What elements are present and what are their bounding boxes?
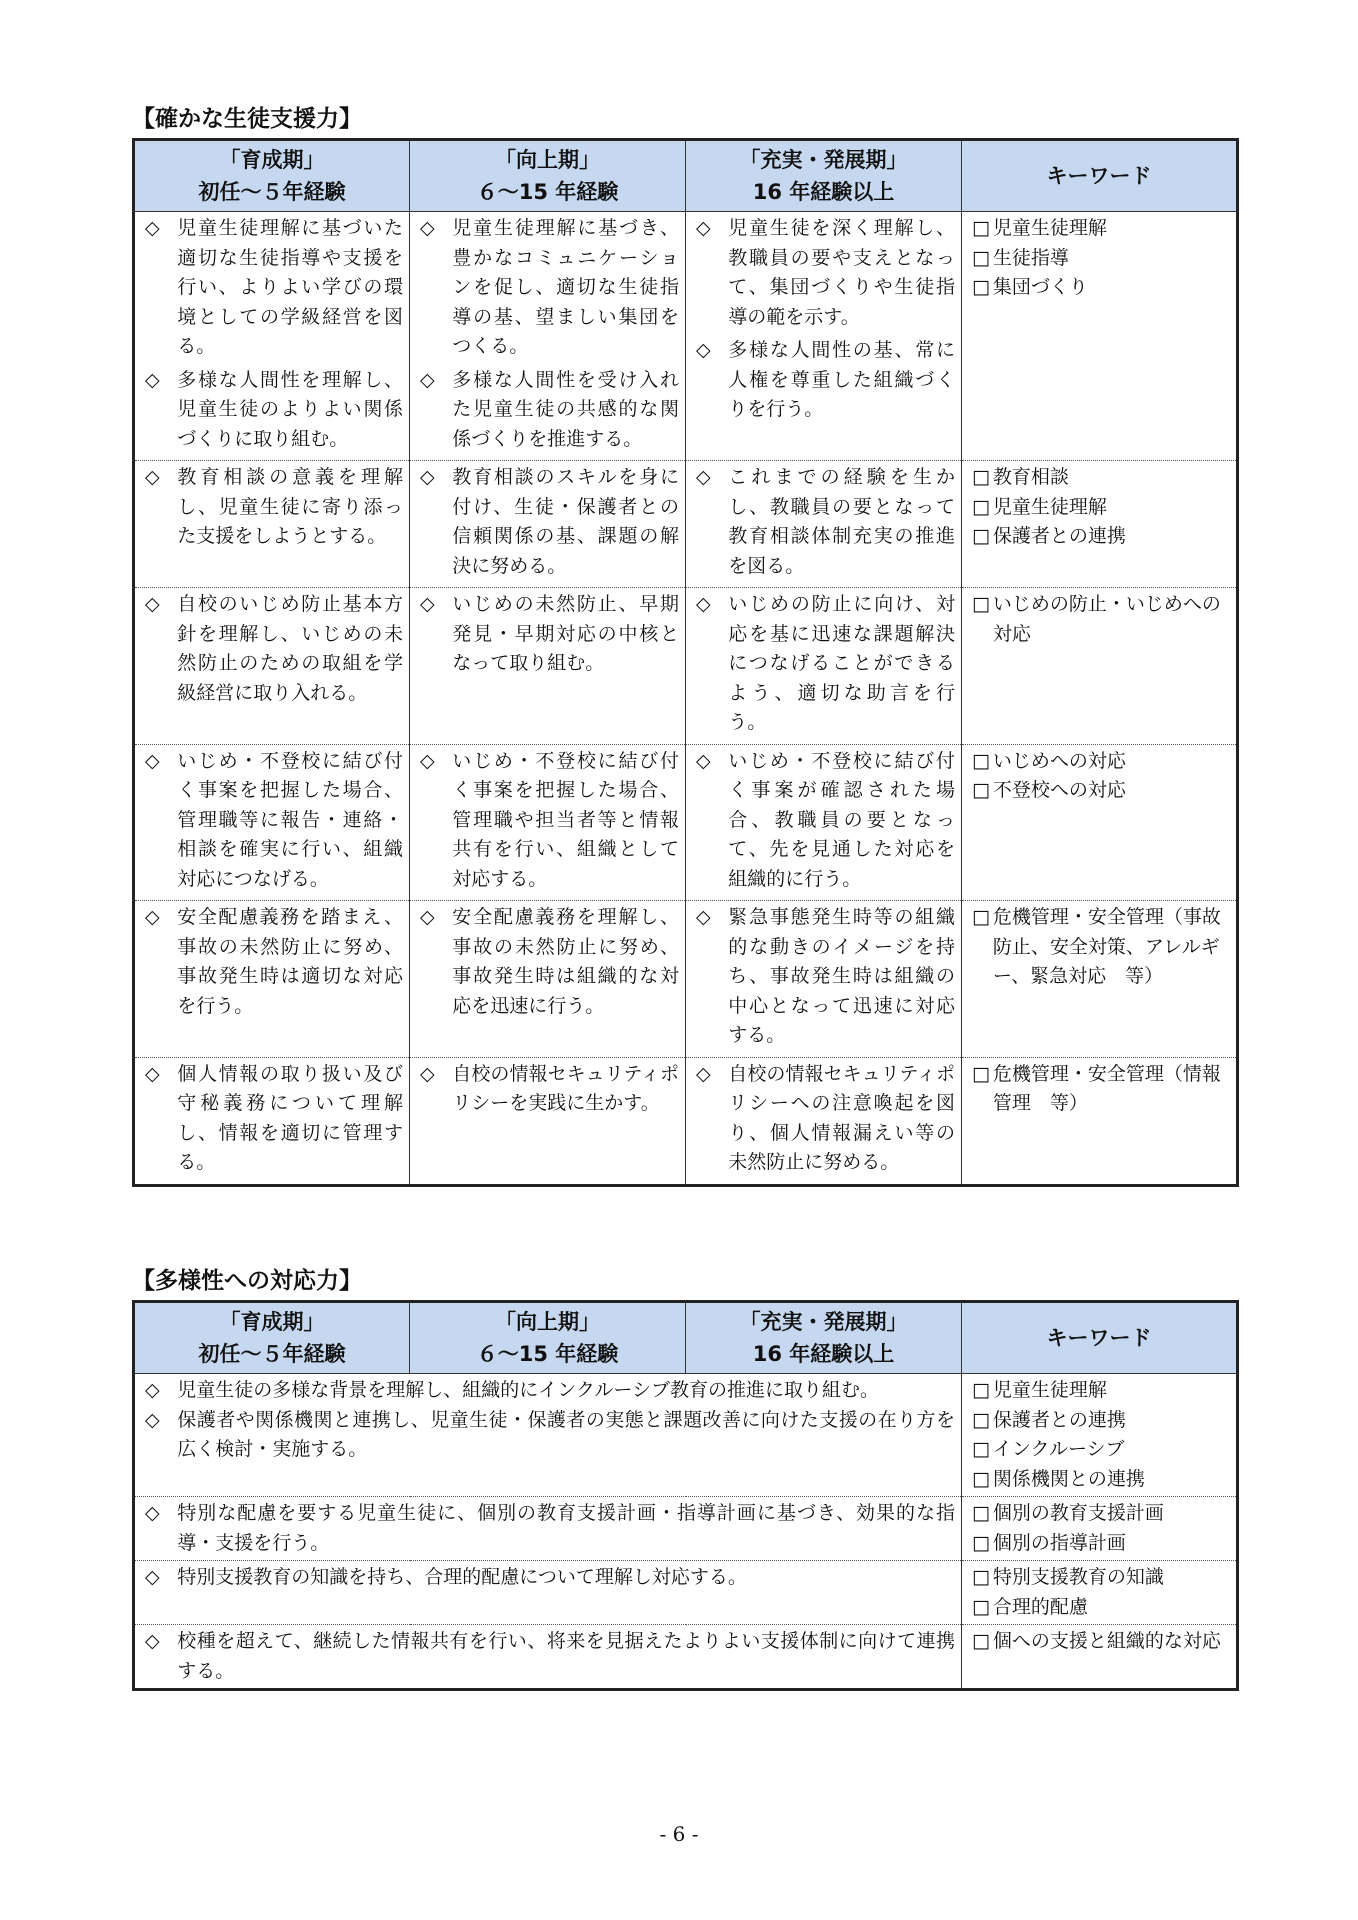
competency-item xyxy=(696,747,955,895)
stage-cell xyxy=(410,212,686,461)
stage-cell xyxy=(686,461,962,588)
checkbox-icon: □ xyxy=(972,593,990,615)
diamond-icon: ◇ xyxy=(696,339,711,361)
competency-text: 多様な人間性を受け入れた児童生徒の共感的な関係づくりを推進する。 xyxy=(452,368,679,450)
keyword-cell xyxy=(962,1374,1238,1497)
checkbox-icon: □ xyxy=(972,246,990,269)
competency-text: 児童生徒理解に基づき、豊かなコミュニケーションを促し、適切な生徒指導の基、望ましい集団をつくる。 xyxy=(452,217,679,357)
table-row xyxy=(134,744,1238,901)
keyword-text: 特別支援教育の知識 xyxy=(992,1566,1164,1588)
keyword-item xyxy=(972,747,1230,777)
competency-text: いじめ・不登校に結び付く事案を把握した場合、管理職や担当者等と情報共有を行い、組織として対応する。 xyxy=(452,749,679,890)
header-row xyxy=(134,1302,1238,1374)
competency-text: 多様な人間性の基、常に人権を尊重した組織づくりを行う。 xyxy=(728,339,955,420)
stage-cell xyxy=(686,212,962,461)
header-keyword-label: キーワード xyxy=(1046,164,1152,188)
diamond-icon: ◇ xyxy=(696,1062,711,1085)
checkbox-icon: □ xyxy=(972,1595,990,1618)
keyword-text: 児童生徒理解 xyxy=(992,1379,1107,1401)
competency-item xyxy=(696,463,955,581)
checkbox-icon: □ xyxy=(972,1630,990,1652)
keyword-text: 教育相談 xyxy=(992,466,1069,488)
competency-text: 自校のいじめ防止基本方針を理解し、いじめの未然防止のための取組を学級経営に取り入れる。 xyxy=(177,593,403,704)
keyword-text: 生徒指導 xyxy=(992,246,1069,269)
diamond-icon: ◇ xyxy=(420,593,435,615)
competency-item xyxy=(145,1060,403,1178)
header-jujitsu-years: 16 年経験以上 xyxy=(752,1342,895,1366)
competency-item xyxy=(145,1627,955,1686)
diamond-icon: ◇ xyxy=(696,593,711,615)
stage-cell xyxy=(134,1057,410,1185)
competency-text: いじめ・不登校に結び付く事案を把握した場合、管理職等に報告・連絡・相談を確実に行い、組織対応につなげる。 xyxy=(177,749,403,890)
diamond-icon: ◇ xyxy=(145,906,160,928)
diversity-table xyxy=(132,1300,1239,1691)
diamond-icon: ◇ xyxy=(420,749,435,772)
checkbox-icon: □ xyxy=(972,525,990,547)
keyword-item xyxy=(972,590,1230,649)
header-kojo-years: ６～15 年経験 xyxy=(476,1342,619,1366)
header-jujitsu-label: 「充実・発展期」 xyxy=(739,1310,908,1334)
checkbox-icon: □ xyxy=(972,1531,990,1554)
diamond-icon: ◇ xyxy=(145,466,160,488)
section-title-diversity: 【多様性への対応力】 xyxy=(132,1268,362,1294)
keyword-text: 合理的配慮 xyxy=(992,1595,1088,1618)
stage-cell xyxy=(134,901,410,1058)
diamond-icon: ◇ xyxy=(145,749,160,772)
competency-text: 自校の情報セキュリティポリシーへの注意喚起を図り、個人情報漏えい等の未然防止に努める。 xyxy=(728,1062,955,1173)
keyword-text: 危機管理・安全管理（事故防止、安全対策、アレルギー、緊急対応 等） xyxy=(992,906,1221,987)
competency-item xyxy=(420,747,679,895)
diamond-icon: ◇ xyxy=(145,1502,160,1524)
keyword-cell xyxy=(962,461,1238,588)
stage-cell xyxy=(410,1057,686,1185)
checkbox-icon: □ xyxy=(972,495,990,518)
keyword-cell xyxy=(962,744,1238,901)
table-row xyxy=(134,1561,1238,1625)
diamond-icon: ◇ xyxy=(696,749,711,772)
diamond-icon: ◇ xyxy=(145,368,160,391)
keyword-item xyxy=(972,463,1230,493)
competency-text: いじめの未然防止、早期発見・早期対応の中核となって取り組む。 xyxy=(452,593,679,674)
diamond-icon: ◇ xyxy=(420,217,435,239)
keyword-text: 保護者との連携 xyxy=(992,525,1126,547)
diamond-icon: ◇ xyxy=(145,217,160,239)
diamond-icon: ◇ xyxy=(420,1062,435,1085)
stage-cell xyxy=(686,588,962,745)
keyword-text: 危機管理・安全管理（情報管理 等） xyxy=(992,1062,1221,1114)
competency-text: 教育相談の意義を理解し、児童生徒に寄り添った支援をしようとする。 xyxy=(177,466,403,547)
competency-item xyxy=(145,1563,955,1593)
keyword-item xyxy=(972,1563,1230,1593)
checkbox-icon: □ xyxy=(972,1062,990,1085)
keyword-item xyxy=(972,1465,1230,1495)
competency-item xyxy=(696,590,955,738)
diamond-icon: ◇ xyxy=(145,1630,160,1652)
competency-item xyxy=(145,1406,955,1465)
checkbox-icon: □ xyxy=(972,276,990,298)
header-ikusei-years: 初任～５年経験 xyxy=(198,1342,346,1366)
keyword-item xyxy=(972,1406,1230,1436)
competency-item xyxy=(145,1499,955,1558)
stage-cell xyxy=(134,744,410,901)
stage-cell xyxy=(410,461,686,588)
competency-text: 個人情報の取り扱い及び守秘義務について理解し、情報を適切に管理する。 xyxy=(177,1062,403,1173)
keyword-cell xyxy=(962,212,1238,461)
competency-item xyxy=(696,903,955,1051)
stage-cell xyxy=(134,212,410,461)
competency-text: 特別な配慮を要する児童生徒に、個別の教育支援計画・指導計画に基づき、効果的な指導・支援を行う。 xyxy=(177,1502,955,1554)
stage-cell xyxy=(134,588,410,745)
keyword-item xyxy=(972,493,1230,523)
competency-item xyxy=(420,463,679,581)
header-row xyxy=(134,140,1238,212)
competency-text: 児童生徒の多様な背景を理解し、組織的にインクルーシブ教育の推進に取り組む。 xyxy=(177,1379,879,1401)
stage-cell xyxy=(410,744,686,901)
keyword-text: 関係機関との連携 xyxy=(992,1467,1145,1490)
competency-item xyxy=(145,903,403,1021)
stage-cell xyxy=(134,461,410,588)
stage-cell xyxy=(686,901,962,1058)
checkbox-icon: □ xyxy=(972,1502,990,1524)
competency-text: 児童生徒を深く理解し、教職員の要や支えとなって、集団づくりや生徒指導の範を示す。 xyxy=(728,217,955,328)
keyword-text: インクルーシブ xyxy=(992,1438,1125,1460)
header-jujitsu-label: 「充実・発展期」 xyxy=(739,148,908,172)
section-title-student-support: 【確かな生徒支援力】 xyxy=(132,106,362,132)
competency-item xyxy=(696,1060,955,1178)
header-ikusei xyxy=(134,1302,410,1374)
keyword-cell xyxy=(962,1497,1238,1561)
stage-cell xyxy=(410,901,686,1058)
header-ikusei-label: 「育成期」 xyxy=(219,1310,325,1334)
keyword-item xyxy=(972,214,1230,244)
competency-text: 自校の情報セキュリティポリシーを実践に生かす。 xyxy=(452,1062,679,1114)
keyword-text: 個別の教育支援計画 xyxy=(992,1502,1164,1524)
student-support-table xyxy=(132,138,1239,1187)
checkbox-icon: □ xyxy=(972,1438,990,1460)
competency-text: 緊急事態発生時等の組織的な動きのイメージを持ち、事故発生時は組織の中心となって迅速に対応する。 xyxy=(728,906,955,1046)
keyword-text: 児童生徒理解 xyxy=(992,217,1107,239)
keyword-item xyxy=(972,1593,1230,1623)
header-kojo-label: 「向上期」 xyxy=(495,1310,600,1334)
diamond-icon: ◇ xyxy=(696,217,711,239)
combined-stage-cell xyxy=(134,1497,962,1561)
competency-text: これまでの経験を生かし、教職員の要となって教育相談体制充実の推進を図る。 xyxy=(728,466,955,577)
diamond-icon: ◇ xyxy=(145,1566,160,1588)
competency-item xyxy=(420,903,679,1021)
keyword-text: 保護者との連携 xyxy=(992,1408,1126,1431)
competency-text: 特別支援教育の知識を持ち、合理的配慮について理解し対応する。 xyxy=(177,1566,747,1588)
checkbox-icon: □ xyxy=(972,1566,990,1588)
keyword-item xyxy=(972,1627,1230,1657)
diamond-icon: ◇ xyxy=(696,466,711,488)
table-row xyxy=(134,461,1238,588)
competency-text: 児童生徒理解に基づいた適切な生徒指導や支援を行い、よりよい学びの環境としての学級経営を図る。 xyxy=(177,217,403,357)
keyword-item xyxy=(972,1499,1230,1529)
checkbox-icon: □ xyxy=(972,779,990,801)
competency-item xyxy=(696,214,955,332)
header-kojo-years: ６～15 年経験 xyxy=(476,180,619,204)
checkbox-icon: □ xyxy=(972,466,990,488)
diamond-icon: ◇ xyxy=(420,906,435,928)
competency-text: 教育相談のスキルを身に付け、生徒・保護者との信頼関係の基、課題の解決に努める。 xyxy=(452,466,679,577)
header-ikusei-years: 初任～５年経験 xyxy=(198,180,346,204)
header-ikusei-label: 「育成期」 xyxy=(219,148,325,172)
stage-cell xyxy=(410,588,686,745)
keyword-cell xyxy=(962,1625,1238,1690)
table-row xyxy=(134,1497,1238,1561)
stage-cell xyxy=(686,1057,962,1185)
diamond-icon: ◇ xyxy=(145,1408,160,1431)
header-kojo xyxy=(410,1302,686,1374)
keyword-item xyxy=(972,1529,1230,1559)
table-row xyxy=(134,901,1238,1058)
competency-text: 安全配慮義務を理解し、事故の未然防止に努め、事故発生時は組織的な対応を迅速に行う。 xyxy=(452,906,679,1017)
combined-stage-cell xyxy=(134,1561,962,1625)
competency-text: いじめの防止に向け、対応を基に迅速な課題解決につなげることができるよう、適切な助言を行う。 xyxy=(728,593,955,733)
keyword-item xyxy=(972,1376,1230,1406)
keyword-item xyxy=(972,1435,1230,1465)
competency-text: 校種を超えて、継続した情報共有を行い、将来を見据えたよりよい支援体制に向けて連携する。 xyxy=(177,1630,955,1682)
keyword-item xyxy=(972,244,1230,274)
checkbox-icon: □ xyxy=(972,217,990,239)
keyword-item xyxy=(972,776,1230,806)
competency-text: 多様な人間性を理解し、児童生徒のよりよい関係づくりに取り組む。 xyxy=(177,368,403,450)
competency-text: 保護者や関係機関と連携し、児童生徒・保護者の実態と課題改善に向けた支援の在り方を広く検討・実施する。 xyxy=(177,1408,955,1460)
checkbox-icon: □ xyxy=(972,1408,990,1431)
competency-item xyxy=(145,463,403,552)
header-ikusei xyxy=(134,140,410,212)
keyword-text: 個への支援と組織的な対応 xyxy=(992,1630,1221,1652)
keyword-text: 児童生徒理解 xyxy=(992,495,1107,518)
competency-item xyxy=(145,214,403,362)
table-row xyxy=(134,588,1238,745)
keyword-item xyxy=(972,1060,1230,1119)
competency-item xyxy=(145,747,403,895)
competency-text: いじめ・不登校に結び付く事案が確認された場合、教職員の要となって、先を見通した対応を組織的に行う。 xyxy=(728,749,955,890)
diamond-icon: ◇ xyxy=(145,1379,160,1401)
header-kojo xyxy=(410,140,686,212)
checkbox-icon: □ xyxy=(972,1467,990,1490)
header-keyword xyxy=(962,140,1238,212)
checkbox-icon: □ xyxy=(972,749,990,772)
table-row xyxy=(134,1057,1238,1185)
header-jujitsu xyxy=(686,1302,962,1374)
competency-text: 安全配慮義務を踏まえ、事故の未然防止に努め、事故発生時は適切な対応を行う。 xyxy=(177,906,403,1017)
combined-stage-cell xyxy=(134,1374,962,1497)
keyword-cell xyxy=(962,1057,1238,1185)
table-row xyxy=(134,212,1238,461)
stage-cell xyxy=(686,744,962,901)
header-keyword xyxy=(962,1302,1238,1374)
table-row xyxy=(134,1374,1238,1497)
keyword-text: 集団づくり xyxy=(992,276,1088,298)
competency-item xyxy=(420,366,679,455)
keyword-item xyxy=(972,903,1230,992)
checkbox-icon: □ xyxy=(972,906,990,928)
competency-item xyxy=(145,366,403,455)
header-jujitsu xyxy=(686,140,962,212)
diamond-icon: ◇ xyxy=(145,1062,160,1085)
competency-item xyxy=(696,336,955,425)
keyword-cell xyxy=(962,1561,1238,1625)
header-keyword-label: キーワード xyxy=(1046,1326,1152,1350)
keyword-cell xyxy=(962,901,1238,1058)
header-kojo-label: 「向上期」 xyxy=(495,148,600,172)
keyword-text: いじめへの対応 xyxy=(992,749,1126,772)
diamond-icon: ◇ xyxy=(420,368,435,391)
diamond-icon: ◇ xyxy=(145,593,160,615)
combined-stage-cell xyxy=(134,1625,962,1690)
competency-item xyxy=(420,590,679,679)
competency-item xyxy=(145,590,403,708)
header-jujitsu-years: 16 年経験以上 xyxy=(752,180,895,204)
diamond-icon: ◇ xyxy=(696,906,711,928)
keyword-text: 個別の指導計画 xyxy=(992,1531,1126,1554)
page-number: - 6 - xyxy=(659,1822,699,1846)
keyword-text: いじめの防止・いじめへの対応 xyxy=(992,593,1221,645)
checkbox-icon: □ xyxy=(972,1379,990,1401)
keyword-text: 不登校への対応 xyxy=(992,779,1126,801)
diamond-icon: ◇ xyxy=(420,466,435,488)
keyword-cell xyxy=(962,588,1238,745)
table-row xyxy=(134,1625,1238,1690)
competency-item xyxy=(420,214,679,362)
keyword-item xyxy=(972,522,1230,552)
competency-item xyxy=(420,1060,679,1119)
competency-item xyxy=(145,1376,955,1406)
keyword-item xyxy=(972,273,1230,303)
